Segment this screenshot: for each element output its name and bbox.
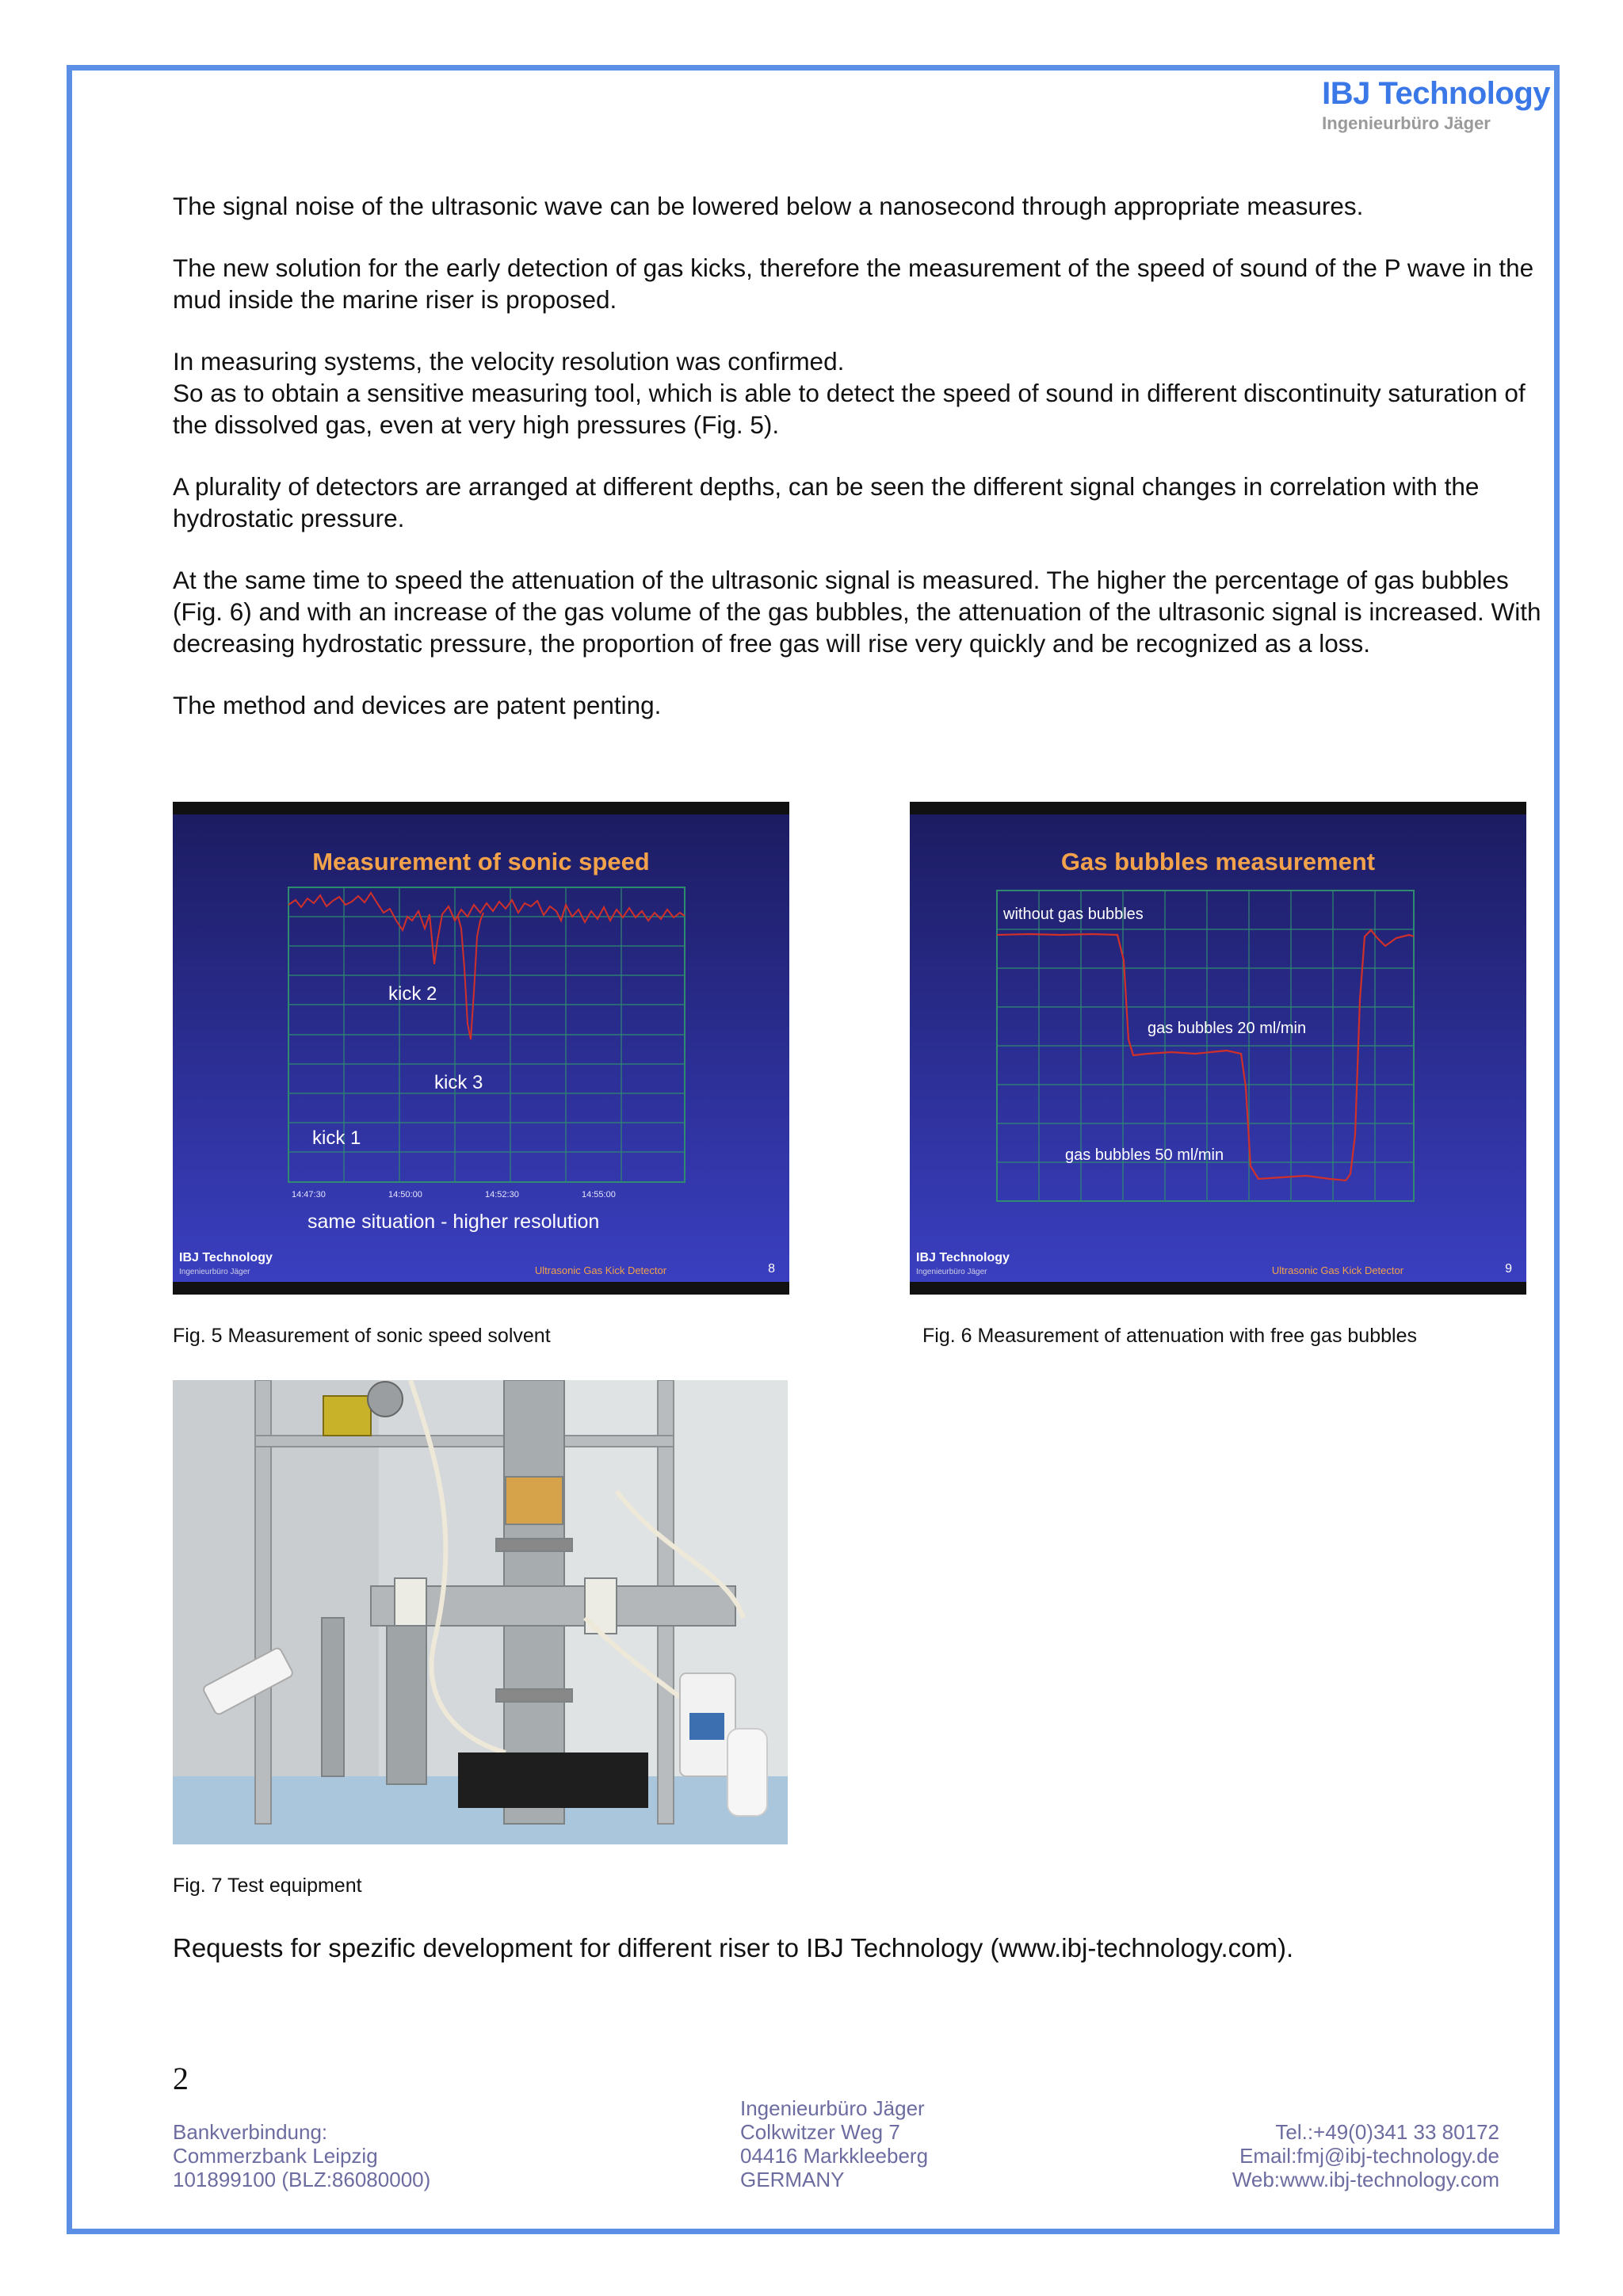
- fig5-x-tick-1: 14:47:30: [292, 1190, 326, 1199]
- fig5-kick3-label: kick 3: [434, 1072, 483, 1093]
- fig5-brand-sub: Ingenieurbüro Jäger: [179, 1268, 250, 1276]
- footer-phone: Tel.:+49(0)341 33 80172: [1275, 2120, 1499, 2144]
- footer-address: [740, 2096, 928, 2191]
- fig6-slide-number: 9: [1505, 1262, 1512, 1276]
- paragraph-6: The method and devices are patent penting.: [173, 691, 662, 719]
- fig5-footer-note: same situation - higher resolution: [307, 1211, 600, 1233]
- figure-5-svg: [173, 802, 789, 1295]
- paragraph-3a: In measuring systems, the velocity resolution was confirmed.: [173, 347, 845, 376]
- paragraph-3b: So as to obtain a sensitive measuring tool, which is able to detect the speed of sound in different discontinuity saturation of the dissolved gas, even at very high pressures (Fig. 5).: [173, 379, 1526, 439]
- paragraph-1: The signal noise of the ultrasonic wave can be lowered below a nanosecond through appropriate measures.: [173, 192, 1364, 220]
- brand-header: [1322, 76, 1550, 134]
- fig5-title: Measurement of sonic speed: [312, 848, 650, 875]
- fig6-title: Gas bubbles measurement: [1060, 848, 1376, 875]
- brand-subtitle: Ingenieurbüro Jäger: [1322, 113, 1491, 133]
- fig5-kick1-label: kick 1: [312, 1127, 361, 1149]
- fig6-label-20: gas bubbles 20 ml/min: [1148, 1020, 1307, 1037]
- fig5-slide-number: 8: [768, 1262, 775, 1276]
- fig6-product: Ultrasonic Gas Kick Detector: [1271, 1264, 1404, 1276]
- fig5-x-tick-3: 14:52:30: [485, 1190, 519, 1199]
- figure-5-caption: Fig. 5 Measurement of sonic speed solvent: [173, 1325, 551, 1347]
- figure-6-svg: [910, 802, 1526, 1295]
- fig5-kick2-label: kick 2: [388, 983, 437, 1005]
- brand-title: IBJ Technology: [1322, 76, 1550, 111]
- footer-bank-info: [173, 2120, 430, 2191]
- footer-left-line-2: Commerzbank Leipzig: [173, 2144, 378, 2168]
- footer-left-line-1: Bankverbindung:: [173, 2120, 328, 2144]
- figure-5-slide: [173, 802, 789, 1295]
- page-number: 2: [173, 2061, 189, 2096]
- footer-web: Web:www.ibj-technology.com: [1232, 2168, 1499, 2191]
- fig6-brand: IBJ Technology: [916, 1251, 1010, 1264]
- paragraph-4: A plurality of detectors are arranged at different depths, can be seen the different signal changes in correlation with the hydrostatic pressure.: [173, 472, 1480, 532]
- figure-7-caption: Fig. 7 Test equipment: [173, 1875, 362, 1897]
- fig5-product: Ultrasonic Gas Kick Detector: [534, 1264, 667, 1276]
- paragraph-5: At the same time to speed the attenuation of the ultrasonic signal is measured. The higher the percentage of gas bubbles (Fig. 6) and with an increase of the gas volume of the gas bubbles, the attenuation of the ultrasonic signal is increased. With decreasing hydrostatic pressure, the proportion of free gas will rise very quickly and be recognized as a loss.: [173, 566, 1541, 658]
- figure-6-caption: Fig. 6 Measurement of attenuation with free gas bubbles: [922, 1325, 1417, 1347]
- footer-mid-line-2: Colkwitzer Weg 7: [740, 2120, 900, 2144]
- footer-left-line-3: 101899100 (BLZ:86080000): [173, 2168, 431, 2191]
- fig5-x-tick-4: 14:55:00: [582, 1190, 616, 1199]
- test-equipment-photo: [173, 1380, 788, 1844]
- fig5-x-tick-2: 14:50:00: [388, 1190, 422, 1199]
- paragraph-2: The new solution for the early detection of gas kicks, therefore the measurement of the speed of sound of the P wave in the mud inside the marine riser is proposed.: [173, 254, 1534, 314]
- fig6-brand-sub: Ingenieurbüro Jäger: [916, 1268, 987, 1276]
- body-text: [173, 190, 1552, 751]
- footer-mid-line-3: 04416 Markkleeberg: [740, 2144, 929, 2168]
- footer-contact: [1232, 2120, 1499, 2191]
- fig6-label-50: gas bubbles 50 ml/min: [1065, 1146, 1224, 1164]
- fig5-brand: IBJ Technology: [179, 1251, 273, 1264]
- fig6-label-without: without gas bubbles: [1003, 906, 1144, 923]
- figure-6-slide: [910, 802, 1526, 1295]
- figure-7-photo: [173, 1380, 788, 1844]
- footer-email: Email:fmj@ibj-technology.de: [1239, 2144, 1499, 2168]
- footer-mid-line-1: Ingenieurbüro Jäger: [740, 2096, 925, 2120]
- footer-mid-line-4: GERMANY: [740, 2168, 845, 2191]
- request-text: Requests for spezific development for different riser to IBJ Technology (www.ibj-technology.com).: [173, 1933, 1294, 1962]
